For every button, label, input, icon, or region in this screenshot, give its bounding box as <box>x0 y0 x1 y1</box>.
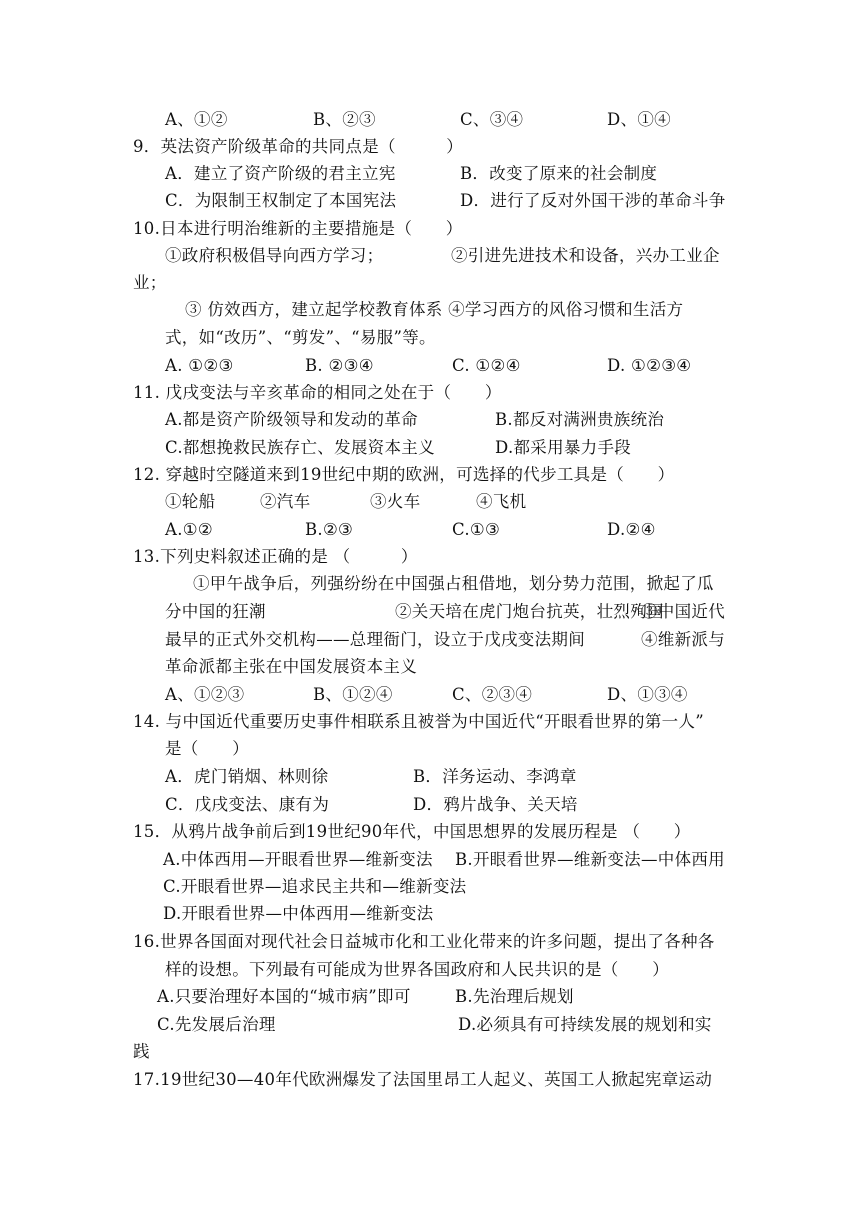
text-line-26-seg-0: 15．从鸦片战争前后到19世纪90年代，中国思想界的发展历程是 （ ） <box>133 822 691 841</box>
text-line-2-seg-0: A．建立了资产阶级的君主立宪 <box>165 164 396 183</box>
text-line-35-seg-0: 17.19世纪30—40年代欧洲爆发了法国里昂工人起义、英国工人掀起宪章运动 <box>133 1070 713 1089</box>
text-line-5-seg-0: ①政府积极倡导向西方学习； <box>165 246 384 265</box>
text-line-21-seg-0: A、①②③ <box>165 685 245 704</box>
text-line-25-seg-0: C．戊戌变法、康有为 <box>165 795 330 814</box>
text-line-31-seg-0: 样的设想。下列最有可能成为世界各国政府和人民共识的是（ ） <box>165 960 669 979</box>
text-line-32-seg-1: B.先治理后规划 <box>455 987 574 1006</box>
text-line-22-seg-0: 14. 与中国近代重要历史事件相联系且被誉为中国近代“开眼看世界的第一人” <box>133 712 704 731</box>
text-line-21-seg-1: B、①②④ <box>313 685 393 704</box>
text-line-14-seg-1: ②汽车 <box>260 492 311 511</box>
text-line-19-seg-1: ④维新派与 <box>641 630 725 649</box>
text-line-3-seg-0: C．为限制王权制定了本国宪法 <box>165 191 397 210</box>
text-line-15-seg-3: D.②④ <box>607 520 656 539</box>
text-line-23-seg-0: 是（ ） <box>165 739 249 758</box>
text-line-3-seg-1: D．进行了反对外国干涉的革命斗争 <box>460 191 726 210</box>
text-line-9-seg-2: C. ①②④ <box>452 356 521 375</box>
text-line-0-seg-1: B、②③ <box>313 110 376 129</box>
text-line-2-seg-1: B．改变了原来的社会制度 <box>460 164 658 183</box>
text-line-25-seg-1: D．鸦片战争、关天培 <box>413 795 578 814</box>
text-line-34-seg-0: 践 <box>133 1042 150 1061</box>
text-line-19-seg-0: 最早的正式外交机构——总理衙门，设立于戊戌变法期间 <box>165 630 585 649</box>
text-line-5-seg-1: ②引进先进技术和设备，兴办工业企 <box>451 246 720 265</box>
text-line-18-seg-2: ③中国近代 <box>641 602 725 621</box>
text-line-8-seg-0: 式，如“改历”、“剪发”、“易服”等。 <box>165 328 436 347</box>
text-line-4-seg-0: 10.日本进行明治维新的主要措施是（ ） <box>133 219 463 238</box>
text-line-13-seg-0: 12. 穿越时空隧道来到19世纪中期的欧洲，可选择的代步工具是（ ） <box>133 465 675 484</box>
text-line-17-seg-0: ①甲午战争后，列强纷纷在中国强占租借地，划分势力范围，掀起了瓜 <box>193 574 714 593</box>
text-line-0-seg-2: C、③④ <box>460 110 524 129</box>
text-line-9-seg-1: B. ②③④ <box>305 356 374 375</box>
text-line-15-seg-2: C.①③ <box>452 520 501 539</box>
text-line-6-seg-0: 业； <box>133 273 167 292</box>
text-line-33-seg-1: D.必须具有可持续发展的规划和实 <box>458 1015 712 1034</box>
text-line-11-seg-1: B.都反对满洲贵族统治 <box>495 410 665 429</box>
text-line-18-seg-1: ②关天培在虎门炮台抗英，壮烈殉国 <box>395 602 664 621</box>
text-line-20-seg-0: 革命派都主张在中国发展资本主义 <box>165 657 417 676</box>
text-line-33-seg-0: C.先发展后治理 <box>157 1015 276 1034</box>
text-line-12-seg-0: C.都想挽救民族存亡、发展资本主义 <box>165 438 435 457</box>
text-line-21-seg-3: D、①③④ <box>607 685 688 704</box>
text-line-0-seg-0: A、①② <box>165 110 228 129</box>
text-line-9-seg-3: D. ①②③④ <box>607 356 692 375</box>
text-line-27-seg-0: A.中体西用—开眼看世界—维新变法 <box>163 850 433 869</box>
text-line-14-seg-2: ③火车 <box>370 492 421 511</box>
text-line-32-seg-0: A.只要治理好本国的“城市病”即可 <box>157 987 411 1006</box>
text-line-15-seg-1: B.②③ <box>305 520 354 539</box>
text-line-27-seg-1: B.开眼看世界—维新变法—中体西用 <box>455 850 725 869</box>
text-line-1-seg-0: 9．英法资产阶级革命的共同点是（ ） <box>133 137 463 156</box>
text-line-14-seg-3: ④飞机 <box>476 492 527 511</box>
text-line-24-seg-0: A．虎门销烟、林则徐 <box>165 767 329 786</box>
text-line-21-seg-2: C、②③④ <box>452 685 533 704</box>
text-line-7-seg-0: ③ 仿效西方，建立起学校教育体系 ④学习西方的风俗习惯和生活方 <box>185 300 684 319</box>
text-line-30-seg-0: 16.世界各国面对现代社会日益城市化和工业化带来的许多问题，提出了各种各 <box>133 932 715 951</box>
text-line-18-seg-0: 分中国的狂潮 <box>165 602 266 621</box>
text-line-15-seg-0: A.①② <box>165 520 213 539</box>
text-line-11-seg-0: A.都是资产阶级领导和发动的革命 <box>165 410 418 429</box>
text-line-10-seg-0: 11. 戊戌变法与辛亥革命的相同之处在于（ ） <box>133 383 502 402</box>
text-line-28-seg-0: C.开眼看世界—追求民主共和—维新变法 <box>163 877 467 896</box>
text-line-9-seg-0: A. ①②③ <box>165 356 234 375</box>
text-line-24-seg-1: B．洋务运动、李鸿章 <box>413 767 577 786</box>
text-line-29-seg-0: D.开眼看世界—中体西用—维新变法 <box>163 904 434 923</box>
text-line-16-seg-0: 13.下列史料叙述正确的是 （ ） <box>133 547 418 566</box>
text-line-14-seg-0: ①轮船 <box>165 492 216 511</box>
text-line-12-seg-1: D.都采用暴力手段 <box>495 438 632 457</box>
text-line-0-seg-3: D、①④ <box>607 110 671 129</box>
